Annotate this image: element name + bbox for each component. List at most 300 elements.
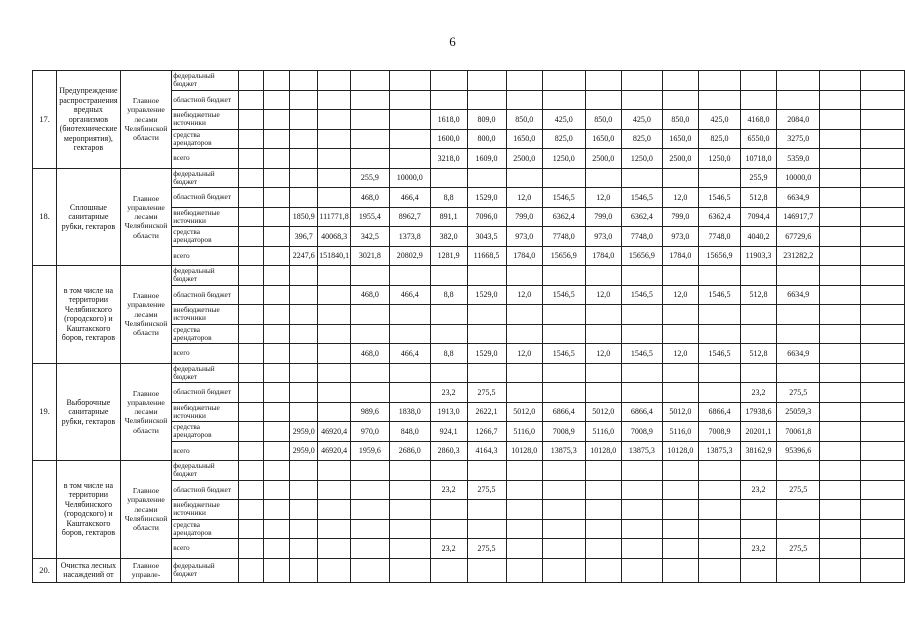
value-cell: 15656,9 bbox=[542, 246, 585, 266]
value-cell bbox=[290, 71, 318, 91]
value-cell: 973,0 bbox=[662, 227, 698, 247]
value-cell bbox=[264, 266, 290, 286]
value-cell bbox=[699, 363, 741, 383]
value-cell bbox=[290, 305, 318, 325]
value-cell: 275,5 bbox=[777, 539, 820, 559]
value-cell bbox=[264, 227, 290, 247]
value-cell: 2860,3 bbox=[430, 441, 467, 461]
value-cell: 1546,5 bbox=[621, 285, 662, 305]
value-cell: 850,0 bbox=[506, 110, 542, 130]
value-cell bbox=[820, 441, 860, 461]
value-cell bbox=[238, 285, 264, 305]
value-cell bbox=[351, 305, 390, 325]
value-cell bbox=[238, 402, 264, 422]
value-cell: 5116,0 bbox=[585, 422, 621, 442]
value-cell bbox=[318, 90, 351, 110]
value-cell bbox=[506, 558, 542, 582]
value-cell bbox=[389, 90, 430, 110]
value-cell bbox=[820, 188, 860, 208]
value-cell bbox=[238, 305, 264, 325]
value-cell: 23,2 bbox=[740, 480, 776, 500]
value-cell: 7748,0 bbox=[621, 227, 662, 247]
value-cell bbox=[430, 363, 467, 383]
value-cell: 10000,0 bbox=[777, 168, 820, 188]
value-cell bbox=[740, 558, 776, 582]
value-cell bbox=[860, 305, 904, 325]
value-cell bbox=[467, 305, 506, 325]
value-cell bbox=[430, 324, 467, 344]
funding-source: областной бюджет bbox=[172, 285, 238, 305]
executor-name: Главное управление лесами Челябинской области bbox=[120, 461, 171, 559]
value-cell bbox=[318, 168, 351, 188]
value-cell bbox=[621, 383, 662, 403]
value-cell bbox=[585, 461, 621, 481]
value-cell bbox=[264, 519, 290, 539]
value-cell: 800,0 bbox=[467, 129, 506, 149]
value-cell bbox=[777, 461, 820, 481]
value-cell bbox=[318, 285, 351, 305]
value-cell bbox=[290, 500, 318, 520]
value-cell: 23,2 bbox=[430, 480, 467, 500]
value-cell: 1546,5 bbox=[699, 188, 741, 208]
value-cell bbox=[264, 168, 290, 188]
value-cell bbox=[389, 266, 430, 286]
activity-name: в том числе на территории Челябинского (городского) и Каштакского боров, гектаров bbox=[57, 461, 121, 559]
value-cell bbox=[662, 71, 698, 91]
value-cell: 512,8 bbox=[740, 188, 776, 208]
value-cell bbox=[542, 324, 585, 344]
funding-source: федеральный бюджет bbox=[172, 168, 238, 188]
value-cell: 8,8 bbox=[430, 285, 467, 305]
value-cell bbox=[820, 149, 860, 169]
funding-source: федеральный бюджет bbox=[172, 558, 238, 582]
value-cell: 850,0 bbox=[585, 110, 621, 130]
value-cell: 6866,4 bbox=[699, 402, 741, 422]
value-cell: 12,0 bbox=[585, 285, 621, 305]
value-cell bbox=[264, 129, 290, 149]
value-cell bbox=[290, 149, 318, 169]
value-cell: 12,0 bbox=[585, 344, 621, 364]
row-number: 20. bbox=[33, 558, 57, 582]
funding-source: областной бюджет bbox=[172, 480, 238, 500]
value-cell bbox=[351, 129, 390, 149]
value-cell bbox=[351, 461, 390, 481]
value-cell bbox=[389, 363, 430, 383]
value-cell: 466,4 bbox=[389, 188, 430, 208]
value-cell: 2959,0 bbox=[290, 422, 318, 442]
funding-source: областной бюджет bbox=[172, 383, 238, 403]
value-cell: 67729,6 bbox=[777, 227, 820, 247]
funding-source: внебюджетные источники bbox=[172, 500, 238, 520]
value-cell bbox=[467, 324, 506, 344]
funding-source: внебюджетные источники bbox=[172, 110, 238, 130]
table-row bbox=[33, 558, 905, 582]
value-cell: 275,5 bbox=[777, 383, 820, 403]
value-cell bbox=[351, 363, 390, 383]
value-cell bbox=[290, 383, 318, 403]
value-cell: 342,5 bbox=[351, 227, 390, 247]
value-cell: 12,0 bbox=[506, 188, 542, 208]
value-cell: 1546,5 bbox=[542, 344, 585, 364]
activity-name: Сплошные санитарные рубки, гектаров bbox=[57, 168, 121, 266]
value-cell bbox=[699, 539, 741, 559]
value-cell: 1650,0 bbox=[662, 129, 698, 149]
value-cell: 17938,6 bbox=[740, 402, 776, 422]
value-cell: 6362,4 bbox=[542, 207, 585, 227]
table-row bbox=[33, 266, 905, 286]
value-cell bbox=[777, 363, 820, 383]
value-cell: 5012,0 bbox=[506, 402, 542, 422]
value-cell bbox=[662, 500, 698, 520]
value-cell bbox=[860, 207, 904, 227]
value-cell bbox=[290, 324, 318, 344]
value-cell bbox=[264, 461, 290, 481]
value-cell bbox=[238, 422, 264, 442]
value-cell: 4040,2 bbox=[740, 227, 776, 247]
value-cell: 25059,3 bbox=[777, 402, 820, 422]
executor-name: Главное управление лесами Челябинской области bbox=[120, 168, 171, 266]
value-cell bbox=[699, 383, 741, 403]
value-cell bbox=[777, 500, 820, 520]
funding-source: средства арендаторов bbox=[172, 324, 238, 344]
value-cell bbox=[860, 558, 904, 582]
value-cell bbox=[351, 266, 390, 286]
value-cell: 1838,0 bbox=[389, 402, 430, 422]
table-row bbox=[33, 71, 905, 91]
value-cell bbox=[467, 266, 506, 286]
value-cell bbox=[860, 539, 904, 559]
value-cell bbox=[585, 558, 621, 582]
value-cell: 12,0 bbox=[585, 188, 621, 208]
value-cell: 425,0 bbox=[542, 110, 585, 130]
value-cell bbox=[351, 324, 390, 344]
value-cell bbox=[542, 500, 585, 520]
value-cell: 10128,0 bbox=[585, 441, 621, 461]
value-cell bbox=[860, 363, 904, 383]
value-cell: 95396,6 bbox=[777, 441, 820, 461]
value-cell bbox=[290, 110, 318, 130]
value-cell bbox=[290, 539, 318, 559]
value-cell: 825,0 bbox=[621, 129, 662, 149]
value-cell bbox=[740, 500, 776, 520]
value-cell: 15656,9 bbox=[621, 246, 662, 266]
value-cell bbox=[820, 71, 860, 91]
value-cell bbox=[860, 383, 904, 403]
value-cell bbox=[351, 110, 390, 130]
value-cell bbox=[318, 129, 351, 149]
value-cell: 275,5 bbox=[467, 539, 506, 559]
value-cell bbox=[820, 344, 860, 364]
value-cell: 6866,4 bbox=[542, 402, 585, 422]
value-cell bbox=[290, 266, 318, 286]
value-cell bbox=[351, 480, 390, 500]
funding-source: внебюджетные источники bbox=[172, 207, 238, 227]
value-cell bbox=[585, 266, 621, 286]
value-cell bbox=[777, 324, 820, 344]
value-cell bbox=[820, 129, 860, 149]
value-cell: 3218,0 bbox=[430, 149, 467, 169]
value-cell: 255,9 bbox=[740, 168, 776, 188]
value-cell: 970,0 bbox=[351, 422, 390, 442]
value-cell bbox=[264, 383, 290, 403]
value-cell bbox=[264, 246, 290, 266]
value-cell: 466,4 bbox=[389, 285, 430, 305]
value-cell: 1650,0 bbox=[585, 129, 621, 149]
value-cell: 396,7 bbox=[290, 227, 318, 247]
value-cell bbox=[820, 285, 860, 305]
value-cell bbox=[860, 129, 904, 149]
value-cell bbox=[621, 461, 662, 481]
value-cell bbox=[238, 168, 264, 188]
value-cell bbox=[238, 344, 264, 364]
value-cell bbox=[621, 71, 662, 91]
value-cell bbox=[238, 71, 264, 91]
executor-name: Главное управление лесами Челябинской области bbox=[120, 363, 171, 461]
value-cell: 850,0 bbox=[662, 110, 698, 130]
funding-source: средства арендаторов bbox=[172, 422, 238, 442]
value-cell bbox=[542, 266, 585, 286]
value-cell: 1546,5 bbox=[699, 344, 741, 364]
value-cell bbox=[389, 383, 430, 403]
activity-name: Очистка лесных насаждений от bbox=[57, 558, 121, 582]
value-cell bbox=[860, 71, 904, 91]
value-cell bbox=[585, 90, 621, 110]
value-cell bbox=[430, 168, 467, 188]
table-row bbox=[33, 168, 905, 188]
value-cell bbox=[389, 149, 430, 169]
value-cell: 1529,0 bbox=[467, 285, 506, 305]
value-cell bbox=[820, 90, 860, 110]
value-cell bbox=[699, 266, 741, 286]
value-cell bbox=[860, 90, 904, 110]
value-cell: 23,2 bbox=[740, 539, 776, 559]
value-cell bbox=[777, 266, 820, 286]
page-number: 6 bbox=[449, 34, 456, 49]
value-cell bbox=[542, 558, 585, 582]
value-cell: 1546,5 bbox=[542, 285, 585, 305]
value-cell bbox=[585, 539, 621, 559]
value-cell: 13875,3 bbox=[542, 441, 585, 461]
value-cell bbox=[820, 519, 860, 539]
value-cell: 1546,5 bbox=[542, 188, 585, 208]
value-cell bbox=[318, 188, 351, 208]
value-cell: 1955,4 bbox=[351, 207, 390, 227]
funding-source: федеральный бюджет bbox=[172, 71, 238, 91]
value-cell bbox=[318, 363, 351, 383]
value-cell: 20201,1 bbox=[740, 422, 776, 442]
value-cell: 38162,9 bbox=[740, 441, 776, 461]
value-cell bbox=[621, 363, 662, 383]
value-cell bbox=[290, 285, 318, 305]
value-cell bbox=[430, 90, 467, 110]
value-cell: 1784,0 bbox=[506, 246, 542, 266]
value-cell bbox=[238, 441, 264, 461]
value-cell: 1546,5 bbox=[699, 285, 741, 305]
value-cell: 1618,0 bbox=[430, 110, 467, 130]
value-cell: 973,0 bbox=[585, 227, 621, 247]
value-cell bbox=[740, 305, 776, 325]
value-cell bbox=[264, 90, 290, 110]
value-cell: 13875,3 bbox=[699, 441, 741, 461]
value-cell bbox=[820, 539, 860, 559]
value-cell: 425,0 bbox=[699, 110, 741, 130]
value-cell bbox=[430, 305, 467, 325]
value-cell bbox=[820, 305, 860, 325]
value-cell bbox=[318, 558, 351, 582]
funding-source: внебюджетные источники bbox=[172, 305, 238, 325]
value-cell: 466,4 bbox=[389, 344, 430, 364]
value-cell bbox=[389, 480, 430, 500]
value-cell: 2500,0 bbox=[662, 149, 698, 169]
value-cell bbox=[264, 363, 290, 383]
value-cell bbox=[264, 305, 290, 325]
value-cell bbox=[351, 71, 390, 91]
value-cell: 11903,3 bbox=[740, 246, 776, 266]
value-cell bbox=[318, 402, 351, 422]
value-cell bbox=[777, 305, 820, 325]
value-cell bbox=[430, 558, 467, 582]
value-cell: 15656,9 bbox=[699, 246, 741, 266]
value-cell bbox=[389, 558, 430, 582]
value-cell bbox=[290, 363, 318, 383]
value-cell: 2500,0 bbox=[585, 149, 621, 169]
value-cell bbox=[542, 539, 585, 559]
value-cell bbox=[820, 402, 860, 422]
value-cell bbox=[238, 500, 264, 520]
value-cell: 7096,0 bbox=[467, 207, 506, 227]
value-cell bbox=[467, 71, 506, 91]
value-cell bbox=[621, 558, 662, 582]
value-cell bbox=[662, 305, 698, 325]
value-cell bbox=[430, 500, 467, 520]
value-cell bbox=[699, 519, 741, 539]
value-cell bbox=[238, 461, 264, 481]
value-cell bbox=[777, 558, 820, 582]
value-cell bbox=[621, 480, 662, 500]
funding-source: всего bbox=[172, 246, 238, 266]
value-cell bbox=[662, 539, 698, 559]
value-cell bbox=[621, 539, 662, 559]
value-cell bbox=[389, 539, 430, 559]
value-cell: 7008,9 bbox=[621, 422, 662, 442]
value-cell: 3275,0 bbox=[777, 129, 820, 149]
value-cell: 2959,0 bbox=[290, 441, 318, 461]
value-cell: 3043,5 bbox=[467, 227, 506, 247]
value-cell bbox=[860, 480, 904, 500]
value-cell: 924,1 bbox=[430, 422, 467, 442]
funding-source: средства арендаторов bbox=[172, 129, 238, 149]
value-cell: 2686,0 bbox=[389, 441, 430, 461]
value-cell: 40068,3 bbox=[318, 227, 351, 247]
value-cell bbox=[389, 71, 430, 91]
value-cell: 1266,7 bbox=[467, 422, 506, 442]
value-cell: 8,8 bbox=[430, 344, 467, 364]
value-cell bbox=[318, 480, 351, 500]
value-cell: 468,0 bbox=[351, 285, 390, 305]
value-cell bbox=[777, 71, 820, 91]
value-cell: 20802,9 bbox=[389, 246, 430, 266]
value-cell bbox=[264, 285, 290, 305]
value-cell bbox=[238, 188, 264, 208]
value-cell: 2247,6 bbox=[290, 246, 318, 266]
value-cell bbox=[290, 129, 318, 149]
value-cell bbox=[467, 558, 506, 582]
value-cell: 891,1 bbox=[430, 207, 467, 227]
value-cell bbox=[662, 363, 698, 383]
value-cell bbox=[318, 305, 351, 325]
funding-source: федеральный бюджет bbox=[172, 363, 238, 383]
value-cell bbox=[542, 461, 585, 481]
value-cell bbox=[318, 519, 351, 539]
value-cell bbox=[542, 168, 585, 188]
value-cell bbox=[860, 266, 904, 286]
value-cell bbox=[318, 383, 351, 403]
value-cell bbox=[351, 558, 390, 582]
value-cell bbox=[238, 227, 264, 247]
value-cell bbox=[662, 168, 698, 188]
value-cell bbox=[506, 71, 542, 91]
value-cell bbox=[699, 500, 741, 520]
value-cell: 12,0 bbox=[506, 344, 542, 364]
value-cell bbox=[820, 207, 860, 227]
value-cell: 3021,8 bbox=[351, 246, 390, 266]
value-cell bbox=[860, 519, 904, 539]
value-cell: 5012,0 bbox=[585, 402, 621, 422]
value-cell bbox=[820, 246, 860, 266]
value-cell: 146917,7 bbox=[777, 207, 820, 227]
value-cell bbox=[264, 422, 290, 442]
value-cell: 1959,6 bbox=[351, 441, 390, 461]
value-cell bbox=[860, 324, 904, 344]
value-cell bbox=[506, 305, 542, 325]
value-cell: 512,8 bbox=[740, 344, 776, 364]
value-cell: 6866,4 bbox=[621, 402, 662, 422]
row-number bbox=[33, 266, 57, 364]
value-cell bbox=[351, 90, 390, 110]
value-cell bbox=[264, 441, 290, 461]
value-cell: 799,0 bbox=[585, 207, 621, 227]
value-cell bbox=[542, 90, 585, 110]
value-cell: 8962,7 bbox=[389, 207, 430, 227]
value-cell bbox=[351, 149, 390, 169]
value-cell bbox=[351, 539, 390, 559]
value-cell: 12,0 bbox=[506, 285, 542, 305]
value-cell: 111771,8 bbox=[318, 207, 351, 227]
value-cell bbox=[662, 558, 698, 582]
value-cell bbox=[820, 480, 860, 500]
value-cell bbox=[777, 90, 820, 110]
value-cell bbox=[238, 539, 264, 559]
value-cell bbox=[506, 324, 542, 344]
value-cell bbox=[585, 363, 621, 383]
value-cell bbox=[430, 519, 467, 539]
value-cell bbox=[506, 480, 542, 500]
value-cell: 6634,9 bbox=[777, 285, 820, 305]
value-cell bbox=[740, 90, 776, 110]
value-cell bbox=[318, 461, 351, 481]
program-table bbox=[32, 70, 905, 583]
value-cell bbox=[542, 480, 585, 500]
value-cell bbox=[238, 519, 264, 539]
value-cell bbox=[740, 363, 776, 383]
value-cell bbox=[860, 227, 904, 247]
value-cell bbox=[699, 168, 741, 188]
value-cell: 825,0 bbox=[542, 129, 585, 149]
value-cell bbox=[238, 480, 264, 500]
value-cell: 825,0 bbox=[699, 129, 741, 149]
value-cell: 973,0 bbox=[506, 227, 542, 247]
value-cell bbox=[506, 168, 542, 188]
